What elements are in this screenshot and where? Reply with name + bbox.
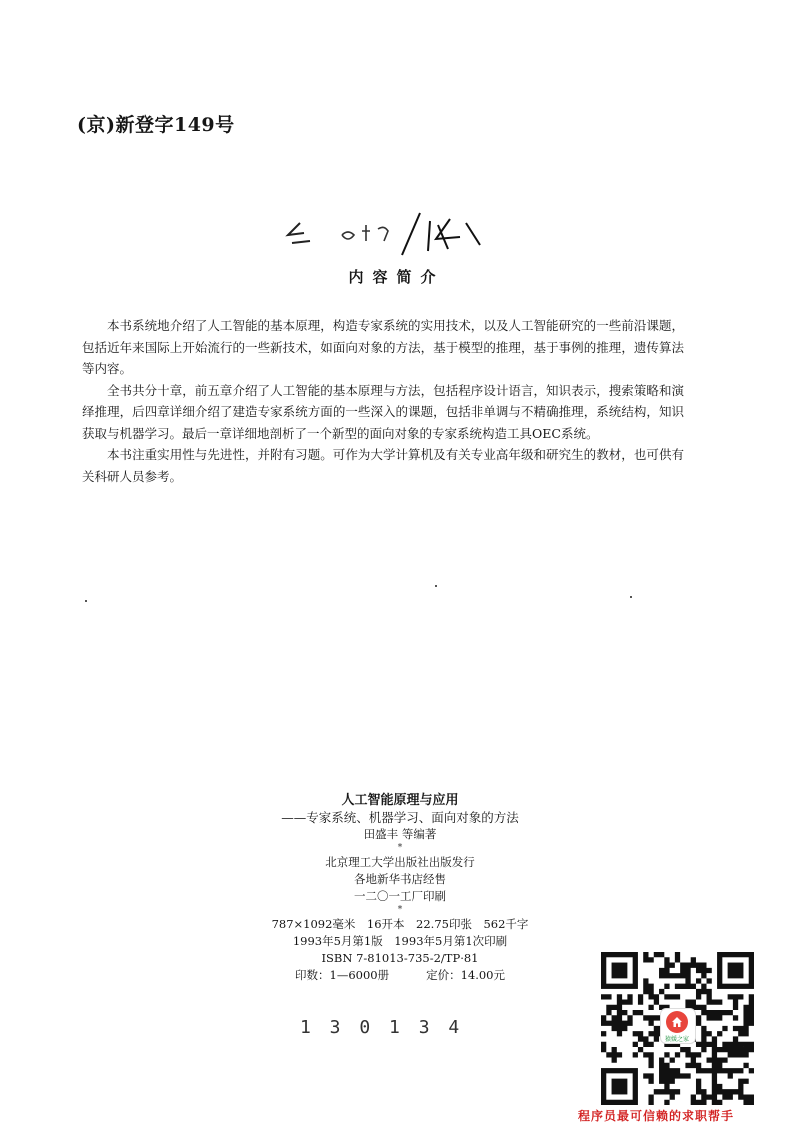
handwritten-signature bbox=[270, 205, 510, 260]
scan-speck bbox=[435, 585, 437, 587]
separator-star: * bbox=[397, 905, 403, 915]
intro-paragraph-2: 全书共分十章，前五章介绍了人工智能的基本原理与方法，包括程序设计语言，知识表示，搜索策略和演绎推理，后四章详细介绍了建造专家系统方面的一些深入的课题，包括非单调与不精确推理，系统结构，知识获取与机器学习。最后一章详细地剖析了一个新型的面向对象的专家系统构造工具OEC系统。 bbox=[82, 382, 684, 441]
price: 定价：14.00元 bbox=[426, 968, 505, 982]
distributor-line: 各地新华书店经售 bbox=[354, 872, 446, 886]
library-stamp-number: 1 3 0 1 3 4 bbox=[300, 1017, 464, 1038]
printer-line: 一二〇一工厂印刷 bbox=[354, 889, 446, 903]
book-specs: 787×1092毫米 16开本 22.75印张 562千字 bbox=[271, 917, 529, 931]
book-title: 人工智能原理与应用 bbox=[341, 793, 459, 808]
print-run-price-row bbox=[295, 967, 505, 984]
edition-line: 1993年5月第1版 1993年5月第1次印刷 bbox=[292, 934, 508, 948]
book-subtitle: ——专家系统、机器学习、面向对象的方法 bbox=[281, 810, 519, 825]
qr-finder-pattern bbox=[601, 1068, 638, 1105]
scan-speck bbox=[630, 596, 632, 598]
qr-finder-pattern bbox=[601, 952, 638, 989]
intro-heading: 内容简介 bbox=[348, 268, 445, 286]
colophon-block bbox=[230, 792, 570, 984]
intro-paragraph-1: 本书系统地介绍了人工智能的基本原理，构造专家系统的实用技术，以及人工智能研究的一些前沿课题，包括近年来国际上开始流行的一些新技术，如面向对象的方法，基于模型的推理，基于事例的推理，遗传算法等内容。 bbox=[82, 318, 684, 376]
qr-tagline: 程序员最可信赖的求职帮手 bbox=[578, 1109, 735, 1123]
qr-finder-pattern bbox=[717, 952, 754, 989]
separator-star: * bbox=[397, 843, 403, 853]
scan-speck bbox=[85, 600, 87, 602]
registration-number: (京)新登字149号 bbox=[77, 114, 235, 136]
publisher-line: 北京理工大学出版社出版发行 bbox=[325, 855, 475, 869]
isbn-line: ISBN 7-81013-735-2/TP·81 bbox=[321, 951, 479, 965]
house-icon bbox=[671, 1016, 683, 1028]
print-run: 印数：1—6000册 bbox=[295, 968, 390, 982]
book-author: 田盛丰 等编著 bbox=[363, 827, 437, 841]
intro-body bbox=[82, 315, 684, 487]
intro-paragraph-3: 本书注重实用性与先进性，并附有习题。可作为大学计算机及有关专业高年级和研究生的教材，也可供有关科研人员参考。 bbox=[82, 447, 684, 484]
qr-logo-text: 猿媛之家 bbox=[664, 1036, 689, 1043]
